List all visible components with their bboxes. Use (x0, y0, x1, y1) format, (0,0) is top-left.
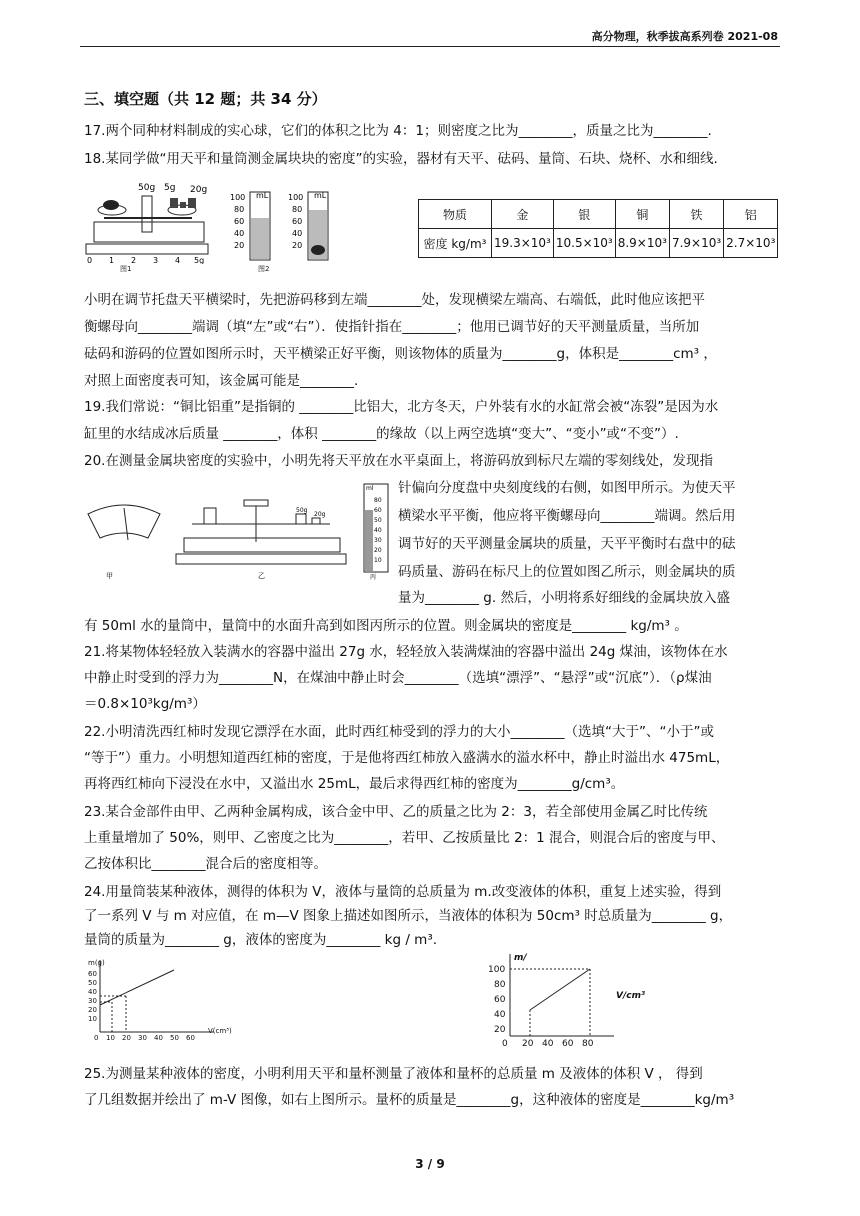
question-17: 17.两个同种材料制成的实心球，它们的体积之比为 4：1；则密度之比为________，质量之比为________. (84, 123, 712, 139)
page-number: 3 / 9 (415, 1157, 445, 1171)
cyl-bing-tick: 60 (374, 507, 382, 514)
fig-bing-label: 丙 (370, 574, 377, 580)
graph2-ytick: 60 (494, 995, 506, 1005)
cyl-bing-tick: 10 (374, 557, 382, 564)
question-24-line: 24.用量筒装某种液体，测得的体积为 V，液体与量筒的总质量为 m.改变液体的体积，重复上述实验，得到 (84, 884, 722, 900)
question-22-line: 再将西红柿向下浸没在水中，又溢出水 25mL，最后求得西红柿的密度为________g/cm³。 (84, 776, 625, 792)
question-22-line: 22.小明清洗西红柿时发现它漂浮在水面，此时西红柿受到的浮力的大小________（选填“大于”、“小于”或 (84, 724, 714, 740)
table-cell: 19.3×10³ (492, 229, 554, 258)
figure-1-caption: 图1 (120, 265, 132, 273)
question-24-line: 量筒的质量为________ g，液体的密度为________ kg / m³. (84, 932, 438, 948)
graph1-xtick: 30 (138, 1034, 147, 1042)
table-header-cell: 铝 (724, 200, 778, 229)
table-cell: 7.9×10³ (669, 229, 723, 258)
header-rule (80, 46, 780, 47)
question-23-line: 23.某合金部件由甲、乙两种金属构成，该合金中甲、乙的质量之比为 2：3，若全部使用金属乙时比传统 (84, 804, 708, 820)
graph1-ytick: 20 (88, 1006, 97, 1014)
cyl-a-tick-20: 20 (234, 241, 245, 250)
cyl-b-tick-40: 40 (292, 229, 303, 238)
graph1-ytick: 30 (88, 997, 97, 1005)
graph1-xtick: 20 (122, 1034, 131, 1042)
page-header: 高分物理，秋季拔高系列卷 2021-08 (591, 30, 778, 43)
cyl-a-tick-60: 60 (234, 217, 245, 226)
cyl-bing-tick: 30 (374, 537, 382, 544)
fig-yi-label: 乙 (258, 572, 265, 580)
graph2-ylabel: m/ (514, 953, 527, 963)
figure-2-caption: 图2 (258, 265, 270, 273)
question-18-intro: 18.某同学做“用天平和量筒测金属块块的密度”的实验，器材有天平、砝码、量筒、石块、烧杯、水和细线. (84, 151, 718, 167)
table-cell: 8.9×10³ (615, 229, 669, 258)
graph2-ytick: 100 (488, 965, 506, 975)
cyl-bing-tick: 20 (374, 547, 382, 554)
graph2-ytick: 20 (494, 1025, 506, 1035)
cyl-bing-tick: 40 (374, 527, 382, 534)
graph2-ytick: 40 (494, 1010, 506, 1020)
graph1-xlabel: V(cm³) (208, 1027, 232, 1035)
cyl-b-tick-100: 100 (288, 193, 304, 202)
table-header-row (419, 200, 778, 229)
graph2-xtick: 60 (562, 1039, 574, 1049)
graph1-xtick: 40 (154, 1034, 163, 1042)
graph2-xtick: 20 (522, 1039, 534, 1049)
table-header-cell: 铜 (615, 200, 669, 229)
question-20-side-line: 针偏向分度盘中央刻度线的右侧，如图甲所示。为使天平 (398, 480, 736, 496)
weight-label-50g: 50g (138, 183, 156, 193)
question-20-line: 有 50ml 水的量筒中，量筒中的水面升高到如图丙所示的位置。则金属块的密度是________ kg/m³ 。 (84, 618, 688, 634)
question-18-line: 对照上面密度表可知，该金属可能是________. (84, 373, 359, 389)
question-18-line: 砝码和游码的位置如图所示时，天平横梁正好平衡，则该物体的质量为________g，体积是________cm³ ， (84, 346, 717, 362)
question-21-line: ＝0.8×10³kg/m³） (84, 696, 206, 712)
table-row-label: 密度 kg/m³ (419, 229, 492, 258)
cyl-bing-tick: 80 (374, 497, 382, 504)
question-20-side-line: 调节好的天平测量金属块的质量，天平平衡时右盘中的砝 (398, 536, 736, 552)
cyl-b-tick-80: 80 (292, 205, 303, 214)
q20-figures (84, 490, 356, 586)
graph1-ytick: 10 (88, 1015, 97, 1023)
cyl-b-unit: mL (314, 191, 327, 200)
question-25-line: 了几组数据并绘出了 m-V 图像，如右上图所示。量杯的质量是________g，这种液体的密度是________kg/m³ (84, 1092, 735, 1108)
graph1-xtick: 50 (170, 1034, 179, 1042)
graph1-ytick: 40 (88, 988, 97, 996)
question-22-line: “等于”）重力。小明想知道西红柿的密度，于是他将西红柿放入盛满水的溢水杯中，静止时溢出水 475mL， (84, 750, 730, 766)
cyl-bing-tick: 50 (374, 517, 382, 524)
q20-cylinder-bing (360, 482, 392, 580)
section-title: 三、填空题（共 12 题；共 34 分） (84, 90, 327, 108)
question-18-line: 衡螺母向________端调（填“左”或“右”）．使指针指在________；他用已调节好的天平测量质量，当所加 (84, 319, 700, 335)
fig-weight-50g: 50g (296, 507, 308, 514)
table-cell: 10.5×10³ (553, 229, 615, 258)
scale-tick-3: 3 (153, 256, 159, 264)
question-20-line: 20.在测量金属块密度的实验中，小明先将天平放在水平桌面上，将游码放到标尺左端的零刻线处，发现指 (84, 453, 713, 469)
table-cell: 2.7×10³ (724, 229, 778, 258)
question-24-line: 了一系列 V 与 m 对应值，在 m—V 图象上描述如图所示，当液体的体积为 50cm³ 时总质量为________ g， (84, 908, 733, 924)
cylinder-figure-2 (230, 188, 340, 264)
weight-label-20g: 20g (190, 185, 208, 195)
graph1-ytick: 50 (88, 979, 97, 987)
question-20-side-line: 码质量、游码在标尺上的位置如图乙所示，则金属块的质 (398, 564, 736, 580)
graph1-xtick: 60 (186, 1034, 195, 1042)
weight-label-5g: 5g (164, 183, 176, 193)
question-20-side-line: 量为________ g. 然后，小明将系好细线的金属块放入盛 (398, 590, 730, 606)
cyl-bing-unit: ml (366, 485, 374, 492)
cyl-a-tick-80: 80 (234, 205, 245, 214)
fig-weight-20g: 20g (314, 511, 326, 518)
question-23-line: 乙按体积比________混合后的密度相等。 (84, 856, 327, 872)
table-header-cell: 物质 (419, 200, 492, 229)
graph1-ytick: 60 (88, 970, 97, 978)
table-header-cell: 铁 (669, 200, 723, 229)
cyl-a-unit: mL (256, 191, 269, 200)
question-23-line: 上重量增加了 50%，则甲、乙密度之比为________，若甲、乙按质量比 2：1 混合，则混合后的密度与甲、 (84, 830, 725, 846)
graph1-xtick: 10 (106, 1034, 115, 1042)
scale-tick-2: 2 (131, 256, 137, 264)
question-21-line: 中静止时受到的浮力为________N，在煤油中静止时会________（选填“漂浮”、“悬浮”或“沉底”）．（ρ煤油 (84, 670, 712, 686)
graph2-xlabel: V/cm³ (616, 991, 645, 1001)
graph2-ytick: 80 (494, 980, 506, 990)
scale-tick-1: 1 (109, 256, 115, 264)
graph2-xtick: 40 (542, 1039, 554, 1049)
fig-jia-label: 甲 (106, 572, 113, 580)
graph2-origin: 0 (502, 1039, 508, 1049)
table-header-cell: 金 (492, 200, 554, 229)
question-20-side-line: 横梁水平平衡，他应将平衡螺母向________端调。然后用 (398, 508, 736, 524)
cyl-b-tick-20: 20 (292, 241, 303, 250)
graph1-ylabel: m(g) (88, 959, 105, 967)
density-table (418, 199, 778, 258)
question-18-line: 小明在调节托盘天平横梁时，先把游码移到左端________处，发现横梁左端高、右端低，此时他应该把平 (84, 292, 705, 308)
balance-figure-1 (84, 178, 212, 264)
scale-tick-0: 0 (87, 256, 93, 264)
mv-graph-2 (484, 950, 674, 1050)
mv-graph-1 (84, 956, 244, 1042)
graph1-origin: 0 (94, 1034, 99, 1042)
table-row (419, 229, 778, 258)
scale-tick-4: 4 (175, 256, 181, 264)
cyl-b-tick-60: 60 (292, 217, 303, 226)
table-header-cell: 银 (553, 200, 615, 229)
question-19-line: 19.我们常说：“铜比铝重”是指铜的 ________比铝大，北方冬天，户外装有水的水缸常会被“冻裂”是因为水 (84, 399, 719, 415)
cyl-a-tick-40: 40 (234, 229, 245, 238)
scale-tick-5: 5g (194, 256, 205, 264)
question-25-line: 25.为测量某种液体的密度，小明利用天平和量杯测量了液体和量杯的总质量 m 及液体的体积 V ， 得到 (84, 1066, 703, 1082)
cyl-a-tick-100: 100 (230, 193, 246, 202)
graph2-xtick: 80 (582, 1039, 594, 1049)
question-21-line: 21.将某物体轻轻放入装满水的容器中溢出 27g 水，轻轻放入装满煤油的容器中溢出 24g 煤油，该物体在水 (84, 644, 728, 660)
question-19-line: 缸里的水结成冰后质量 ________，体积 ________的缘故（以上两空选填“变大”、“变小”或“不变”）. (84, 426, 679, 442)
